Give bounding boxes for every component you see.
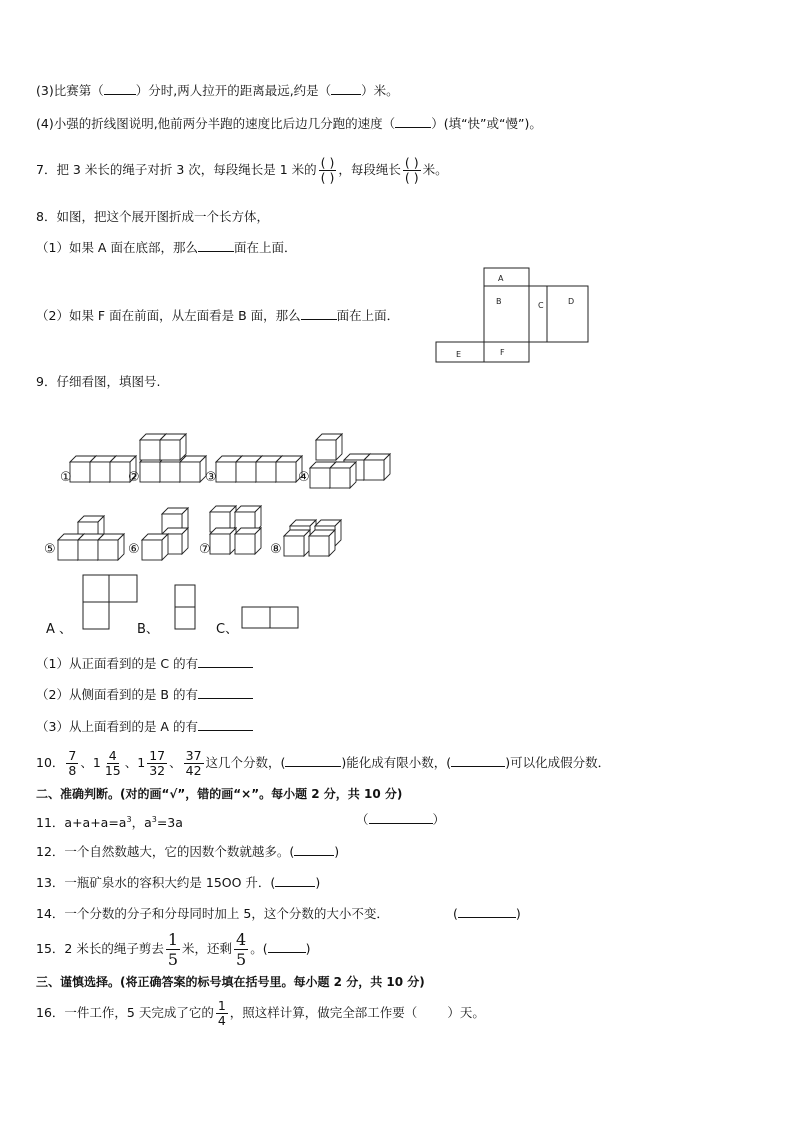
cuboid-net-diagram (434, 266, 594, 366)
question-14-answer: ( ) (453, 906, 521, 921)
fraction: $\frac{1}{4}$ (217, 998, 226, 1028)
figure-label-1: ① (60, 470, 72, 485)
face-label-b: B (496, 297, 502, 306)
face-label-f: F (500, 348, 505, 357)
net-face-c (529, 286, 547, 342)
fraction: $\frac{7}{8}$ (68, 748, 77, 778)
question-11: 11．$a+a+a=a^3$，$a^3=3a$ (36, 815, 183, 831)
fraction: $\frac{17}{32}$ (149, 748, 166, 778)
cube-figure-6 (142, 508, 188, 560)
answer-blank[interactable] (395, 115, 431, 128)
section-2-heading: 二、准确判断。(对的画“√”，错的画“×”。每小题 2 分，共 10 分) (36, 787, 403, 801)
answer-blank[interactable] (198, 718, 253, 731)
fraction: $\frac{37}{42}$ (185, 748, 202, 778)
answer-blank[interactable] (369, 811, 433, 824)
view-shape-b (174, 584, 198, 632)
answer-blank[interactable] (285, 754, 341, 767)
question-8-title: 8．如图，把这个展开图折成一个长方体， (36, 209, 269, 224)
q6-part3: (3)比赛第（ ）分时,两人拉开的距离最远,约是（ ）米。 (36, 83, 399, 98)
question-9-sub2: （2）从侧面看到的是 B 的有 (36, 685, 253, 705)
view-shape-c (241, 606, 301, 630)
figure-label-8: ⑧ (270, 542, 282, 557)
q6-part4: (4)小强的折线图说明,他前两分半跑的速度比后边几分跑的速度（ ）(填“快”或“慢”)。 (36, 116, 542, 131)
cube-figure-7 (210, 506, 261, 554)
view-shape-a (82, 574, 142, 632)
answer-blank[interactable] (294, 843, 334, 856)
cube-figure-3 (216, 456, 302, 482)
cube-figure-1 (70, 456, 136, 482)
answer-blank[interactable] (275, 874, 315, 887)
question-8-sub2: （2）如果 F 面在前面，从左面看是 B 面，那么 面在上面． (36, 308, 400, 323)
answer-blank[interactable] (104, 82, 136, 95)
question-9-sub3: （3）从上面看到的是 A 的有 (36, 717, 253, 737)
question-9-title: 9．仔细看图，填图号. (36, 374, 161, 389)
net-face-d (547, 286, 588, 342)
question-11-answer: （ ） (356, 812, 446, 827)
cube-figures (40, 418, 400, 563)
fraction: $\frac{4}{15}$ (104, 748, 121, 778)
view-label-b: B、 (137, 622, 159, 637)
net-face-a (484, 268, 529, 286)
cube-figure-5 (58, 516, 124, 560)
figure-label-3: ③ (205, 470, 217, 485)
figure-label-5: ⑤ (44, 542, 56, 557)
fraction-blank[interactable]: $\frac{( )}{( )}$ (320, 155, 335, 185)
question-10: 10． $\frac{7}{8}$ 、1 $\frac{4}{15}$ 、1 $\frac{17}{32}$ 、 $\frac{37}{42}$ 这几个分数，( )能化成有限小数，( )可以化成假分数． (36, 748, 611, 778)
face-label-a: A (498, 274, 504, 283)
figure-label-6: ⑥ (128, 542, 140, 557)
figure-label-4: ④ (298, 470, 310, 485)
question-12: 12．一个自然数越大，它的因数个数就越多。( ) (36, 844, 340, 859)
figure-label-2: ② (128, 470, 140, 485)
question-8-sub1: （1）如果 A 面在底部，那么 面在上面． (36, 240, 297, 255)
net-face-b (484, 286, 529, 342)
cube-figure-8 (284, 520, 341, 556)
cube-figure-4 (310, 434, 390, 488)
figure-label-7: ⑦ (199, 542, 211, 557)
answer-blank[interactable] (301, 307, 337, 320)
fraction: $\frac{1}{5}$ (167, 930, 179, 969)
question-15: 15．2 米长的绳子剪去 $\frac{1}{5}$ 米，还剩 $\frac{4}{5}$ 。( ) (36, 930, 311, 969)
net-face-f (484, 342, 529, 362)
face-label-e: E (456, 350, 462, 359)
section-3-heading: 三、谨慎选择。(将正确答案的标号填在括号里。每小题 2 分，共 10 分) (36, 975, 425, 989)
question-14: 14．一个分数的分子和分母同时加上 5，这个分数的大小不变． (36, 906, 389, 921)
answer-blank[interactable] (198, 239, 234, 252)
question-9-sub1: （1）从正面看到的是 C 的有 (36, 654, 253, 674)
answer-blank[interactable] (198, 655, 253, 668)
view-label-c: C、 (216, 622, 239, 637)
fraction-blank[interactable]: $\frac{( )}{( )}$ (404, 155, 419, 185)
answer-blank[interactable] (451, 754, 505, 767)
question-7: 7．把 3 米长的绳子对折 3 次，每段绳长是 1 米的 $\frac{( )}{( )}$ ，每段绳长 $\frac{( )}{( )}$ 米。 (36, 155, 448, 185)
answer-blank[interactable] (268, 940, 306, 953)
question-13: 13．一瓶矿泉水的容积大约是 15OO 升．( ) (36, 875, 321, 890)
view-label-a: A 、 (46, 622, 73, 637)
question-16: 16．一件工作，5 天完成了它的 $\frac{1}{4}$ ，照这样计算，做完全部工作要（ ）天。 (36, 998, 485, 1028)
face-label-c: C (538, 301, 544, 310)
answer-blank[interactable] (458, 905, 516, 918)
cube-figure-2 (140, 434, 206, 482)
fraction: $\frac{4}{5}$ (236, 930, 247, 969)
face-label-d: D (568, 297, 575, 306)
answer-blank[interactable] (331, 82, 361, 95)
answer-blank[interactable] (198, 686, 253, 699)
